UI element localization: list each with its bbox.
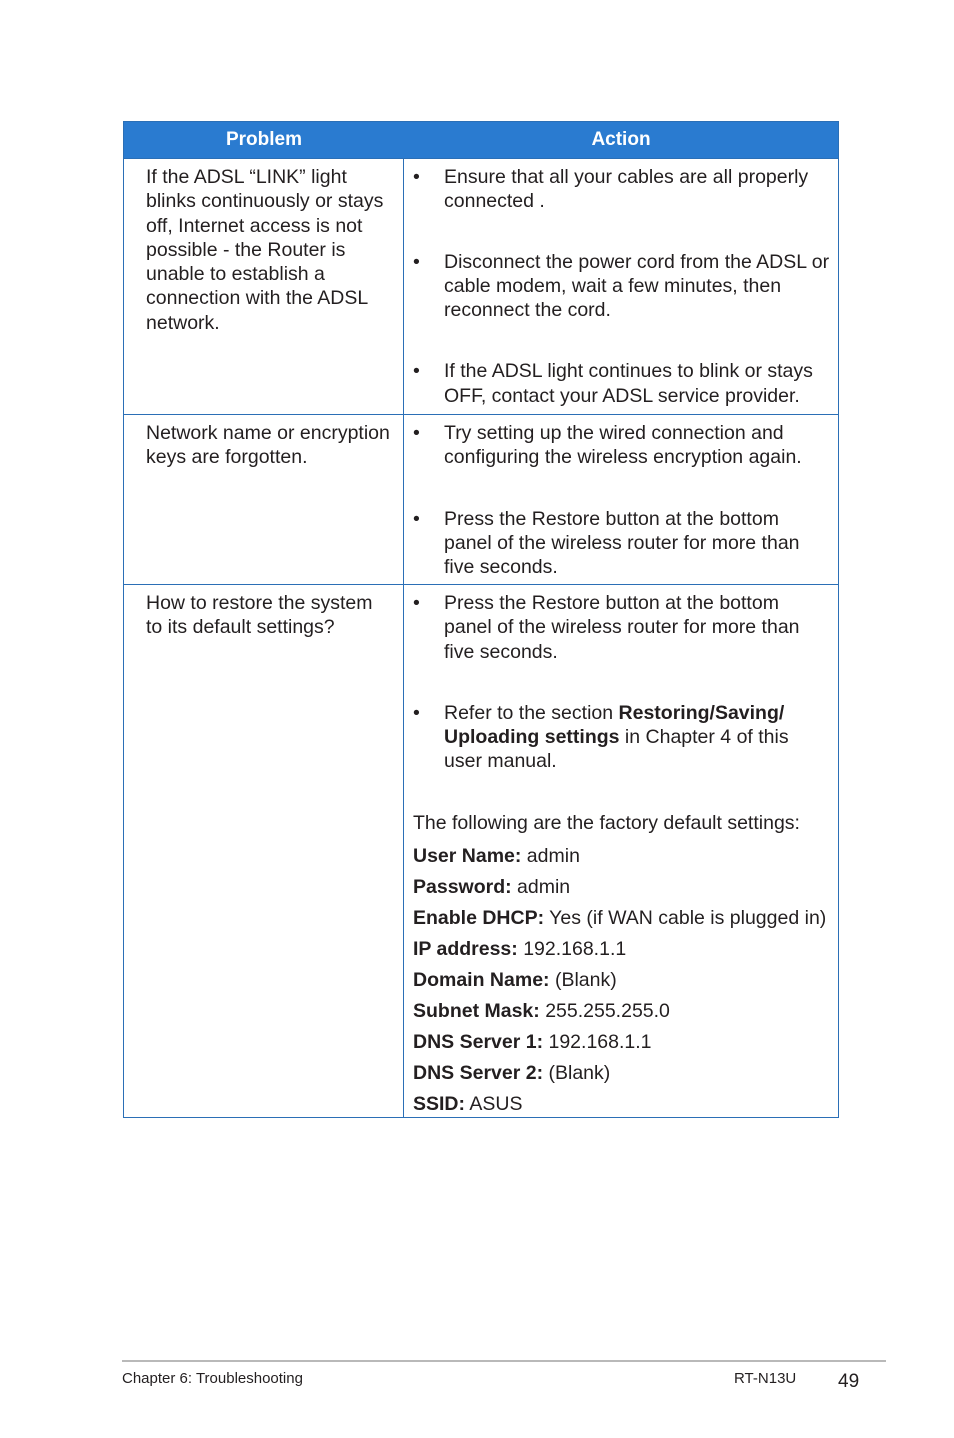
page-number: 49 (838, 1371, 860, 1392)
default-setting: DNS Server 2: (Blank) (413, 1062, 611, 1085)
action-cell (404, 415, 838, 584)
defaults-intro: The following are the factory default settings: (413, 811, 800, 834)
header-problem: Problem (225, 129, 303, 150)
action-text: Try setting up the wired connection and configuring the wireless encryption again. (444, 422, 802, 469)
bullet: • (413, 360, 420, 383)
action-cell (404, 159, 838, 414)
footer-rule (122, 1360, 886, 1362)
action-text: Press the Restore button at the bottom panel of the wireless router for more than five seconds. (444, 507, 800, 579)
action-text: Disconnect the power cord from the ADSL or cable modem, wait a few minutes, then reconnect the cord. (444, 250, 830, 322)
bullet: • (413, 166, 420, 188)
action-item (413, 507, 830, 580)
action-item (413, 591, 830, 664)
bullet: • (413, 422, 420, 444)
action-cell (404, 585, 838, 1117)
default-setting: SSID: ASUS (413, 1093, 523, 1116)
default-setting: Subnet Mask: 255.255.255.0 (413, 1000, 670, 1023)
refer-section-name: Restoring/Saving/ Uploading settings (444, 701, 785, 749)
table-row (124, 158, 838, 414)
bullet: • (413, 592, 420, 614)
problem-cell: Network name or encryption keys are forgotten. (124, 415, 404, 584)
default-setting: Enable DHCP: Yes (if WAN cable is plugged in) (413, 907, 827, 930)
default-setting: Password: admin (413, 876, 571, 899)
action-text: If the ADSL light continues to blink or stays OFF, contact your ADSL service provider. (444, 360, 813, 407)
action-text: Ensure that all your cables are all properly connected . (444, 166, 809, 213)
footer-chapter: Chapter 6: Troubleshooting (122, 1370, 303, 1387)
problem-cell: If the ADSL “LINK” light blinks continuously or stays off, Internet access is not possible - the Router is unable to establish a connection with the ADSL network. (124, 159, 404, 414)
action-item (413, 359, 830, 408)
footer-model: RT-N13U (734, 1370, 797, 1387)
action-item (413, 250, 830, 323)
default-setting: DNS Server 1: 192.168.1.1 (413, 1031, 652, 1054)
table-row (124, 414, 838, 584)
default-setting: IP address: 192.168.1.1 (413, 938, 627, 961)
action-text: Press the Restore button at the bottom panel of the wireless router for more than five seconds. (444, 592, 800, 663)
table-header (124, 122, 838, 158)
refer-text: Refer to the section Restoring/Saving/ Uploading settings in Chapter 4 of this user manual. (444, 701, 789, 773)
action-item (413, 421, 830, 470)
default-setting: Domain Name: (Blank) (413, 969, 617, 992)
table-row (124, 584, 838, 1117)
troubleshooting-table (123, 121, 839, 1118)
header-action: Action (591, 129, 651, 150)
bullet: • (413, 507, 420, 530)
problem-cell: How to restore the system to its default settings? (124, 585, 404, 1117)
default-setting: User Name: admin (413, 845, 580, 868)
bullet: • (413, 250, 420, 273)
default-settings-list (413, 841, 830, 1120)
action-item (413, 165, 830, 214)
bullet: • (413, 701, 420, 724)
action-item (413, 701, 830, 774)
